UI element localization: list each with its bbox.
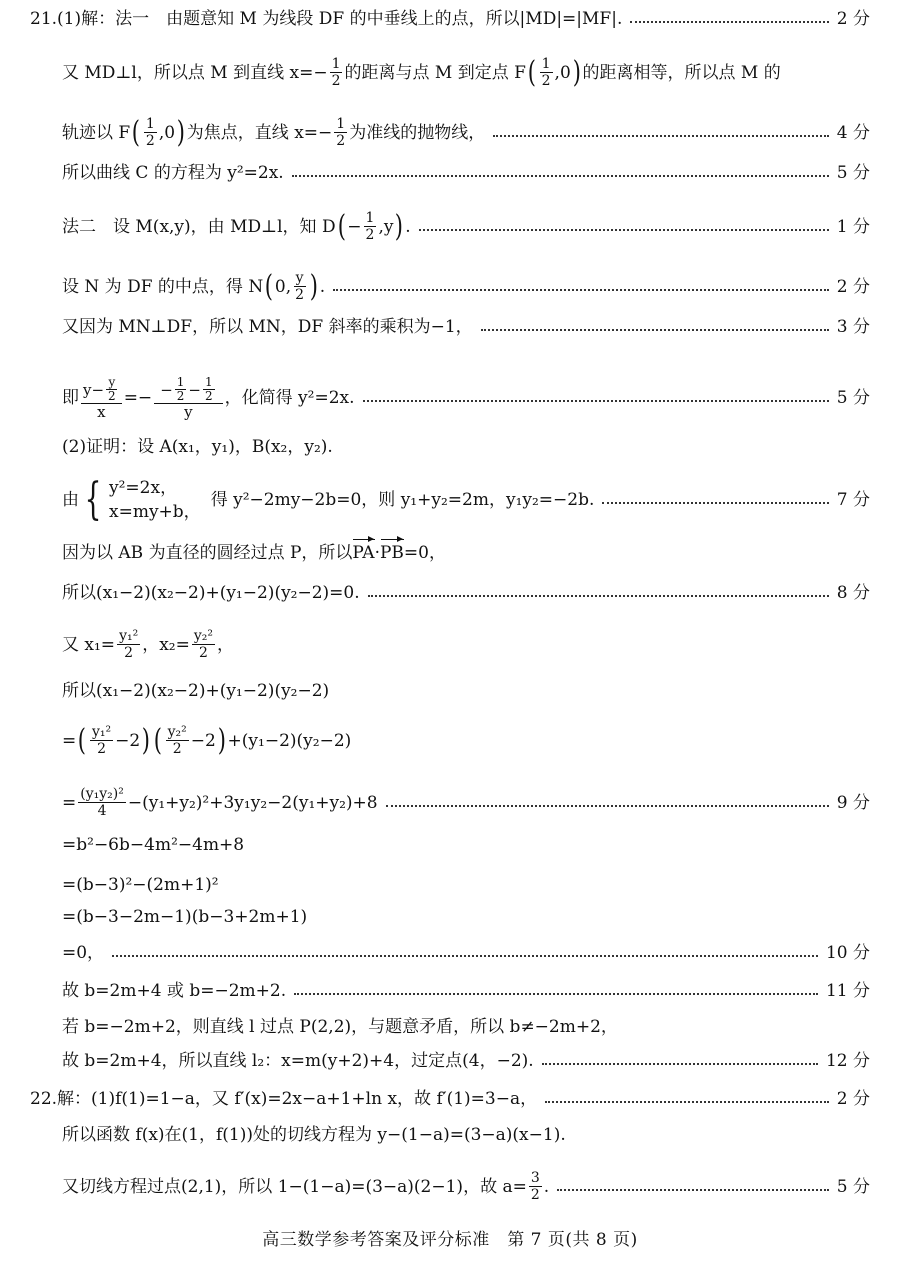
score-label: 8 分 xyxy=(836,583,870,603)
q21-line-15: = ( $\frac{\text{y₁²}}{2}$ −2 ) ( $\frac{\text{y₂²}}{2}$ −2 ) +(y₁−2)(y₂−2) xyxy=(62,722,352,758)
fraction: $\frac{\text{y₁²}}{2}$ xyxy=(91,724,112,757)
dot-leader xyxy=(542,1063,818,1065)
dot-leader xyxy=(630,21,828,23)
score-label: 1 分 xyxy=(836,216,870,237)
q21-line-6: 设 N 为 DF 的中点，得 N ( 0, $\frac{y}{2}$ ) . 2 分 xyxy=(62,268,870,304)
score-label: 5 分 xyxy=(836,388,870,408)
score-label: 11 分 xyxy=(825,981,870,1001)
q21-line-13: 又 x₁= $\frac{\text{y₁²}}{2}$ ，x₂= $\frac{\text{y₂²}}{2}$ ， xyxy=(62,628,234,661)
dot-leader xyxy=(545,1101,829,1103)
fraction: $\frac{3}{2}$ xyxy=(530,1170,540,1203)
q21-line-3: 轨迹以 F ( $\frac{1}{2}$ ,0 ) 为焦点，直线 x=− $\frac{1}{2}$ 为准线的抛物线， 4 分 xyxy=(62,114,870,150)
dot-leader xyxy=(493,135,829,137)
page-footer: 高三数学参考答案及评分标准 第 7 页(共 8 页) xyxy=(262,1230,638,1250)
q22-line-1: 22.解：(1)f(1)=1−a，又 f′(x)=2x−a+1+ln x，故 f′(1)=3−a， 2 分 xyxy=(30,1089,870,1109)
q21-line-2: 又 MD⊥l，所以点 M 到直线 x=− $\frac{1}{2}$ 的距离与点 M 到定点 F ( $\frac{1}{2}$ ,0 ) 的距离相等，所以点 M 的 xyxy=(62,54,781,90)
q21-line-4: 所以曲线 C 的方程为 y²=2x. 5 分 xyxy=(62,163,870,183)
dot-leader xyxy=(481,329,829,331)
dot-leader xyxy=(363,400,829,402)
q21-line-14: 所以(x₁−2)(x₂−2)+(y₁−2)(y₂−2) xyxy=(62,681,330,701)
score-label: 2 分 xyxy=(836,9,870,29)
brace: { xyxy=(84,474,102,525)
q21-line-1-text: 21.(1)解：法一 由题意知 M 为线段 DF 的中垂线上的点，所以|MD|=|MF|. xyxy=(30,9,623,29)
q21-line-23: 故 b=2m+4，所以直线 l₂：x=m(y+2)+4，过定点(4，−2). 12 分 xyxy=(62,1051,870,1071)
vector-pb: PB xyxy=(379,543,404,563)
dot-leader xyxy=(419,229,829,231)
q22-line-3: 又切线方程过点(2,1)，所以 1−(1−a)=(3−a)(2−1)，故 a= $\frac{3}{2}$ . 5 分 xyxy=(62,1170,870,1203)
dot-leader xyxy=(292,175,829,177)
dot-leader xyxy=(386,805,829,807)
q21-line-22: 若 b=−2m+2，则直线 l 过点 P(2,2)，与题意矛盾，所以 b≠−2m+2， xyxy=(62,1017,618,1037)
dot-leader xyxy=(557,1189,829,1191)
score-label: 4 分 xyxy=(836,122,870,143)
dot-leader xyxy=(333,289,829,291)
q21-line-11: 因为以 AB 为直径的圆经过点 P，所以 PA · PB =0， xyxy=(62,543,446,563)
score-label: 10 分 xyxy=(825,943,870,963)
fraction: $\frac{y}{2}$ xyxy=(295,270,305,303)
q21-line-9: (2)证明：设 A(x₁，y₁)，B(x₂，y₂). xyxy=(62,437,333,457)
q21-line-12: 所以(x₁−2)(x₂−2)+(y₁−2)(y₂−2)=0. 8 分 xyxy=(62,583,870,603)
fraction: $\frac{\text{(y₁y₂)²}}{4}$ xyxy=(80,786,124,819)
score-label: 9 分 xyxy=(836,792,870,813)
score-label: 5 分 xyxy=(836,163,870,183)
score-label: 2 分 xyxy=(836,1089,870,1109)
fraction: $\frac{\text{y₂²}}{2}$ xyxy=(167,724,187,757)
q22-line-2: 所以函数 f(x)在(1，f(1))处的切线方程为 y−(1−a)=(3−a)(x−1). xyxy=(62,1125,566,1145)
fraction: $\frac{1}{2}$ xyxy=(365,210,375,243)
fraction: $\frac{\text{y₁²}}{2}$ xyxy=(119,628,139,661)
q21-line-10: 由 { y²=2x， x=my+b， 得 y²−2my−2b=0，则 y₁+y₂=2m，y₁y₂=−2b. 7 分 xyxy=(62,474,870,525)
dot-leader xyxy=(294,993,818,995)
q21-line-21: 故 b=2m+4 或 b=−2m+2. 11 分 xyxy=(62,981,870,1001)
compound-fraction: − $\frac{1}{2}$ − $\frac{1}{2}$ y xyxy=(154,376,222,420)
fraction: $\frac{1}{2}$ xyxy=(336,116,346,149)
dot-leader xyxy=(112,955,818,957)
q21-line-20: =0， 10 分 xyxy=(62,943,870,963)
score-label: 5 分 xyxy=(836,1176,870,1197)
score-label: 12 分 xyxy=(825,1051,870,1071)
fraction: $\frac{1}{2}$ xyxy=(145,116,155,149)
dot-leader xyxy=(368,595,829,597)
fraction: $\frac{1}{2}$ xyxy=(331,56,341,89)
score-label: 3 分 xyxy=(836,317,870,337)
dot-leader xyxy=(602,502,828,504)
q21-line-19: =(b−3−2m−1)(b−3+2m+1) xyxy=(62,907,308,927)
score-label: 2 分 xyxy=(836,276,870,297)
q21-line-7: 又因为 MN⊥DF，所以 MN，DF 斜率的乘积为−1， 3 分 xyxy=(62,317,870,337)
q21-line-8: 即 y− $\frac{y}{2}$ x =− − $\frac{1}{2}$ − $\frac{1}{2}$ y ，化简得 y²=2x. 5 分 xyxy=(62,375,870,421)
q21-line-5: 法二 设 M(x,y)，由 MD⊥l，知 D ( − $\frac{1}{2}$ ,y ) . 1 分 xyxy=(62,208,870,244)
q21-line-16: = $\frac{\text{(y₁y₂)²}}{4}$ −(y₁+y₂)²+3y₁y₂−2(y₁+y₂)+8 9 分 xyxy=(62,786,870,819)
fraction: $\frac{1}{2}$ xyxy=(541,56,551,89)
q21-line-17: =b²−6b−4m²−4m+8 xyxy=(62,835,245,855)
score-label: 7 分 xyxy=(836,490,870,510)
q21-line-18: =(b−3)²−(2m+1)² xyxy=(62,875,219,895)
equation-system: y²=2x， x=my+b， xyxy=(109,478,201,522)
vector-pa: PA xyxy=(352,543,375,563)
fraction: $\frac{\text{y₂²}}{2}$ xyxy=(193,628,213,661)
compound-fraction: y− $\frac{y}{2}$ x xyxy=(81,376,122,420)
q21-line-1 xyxy=(30,8,870,30)
